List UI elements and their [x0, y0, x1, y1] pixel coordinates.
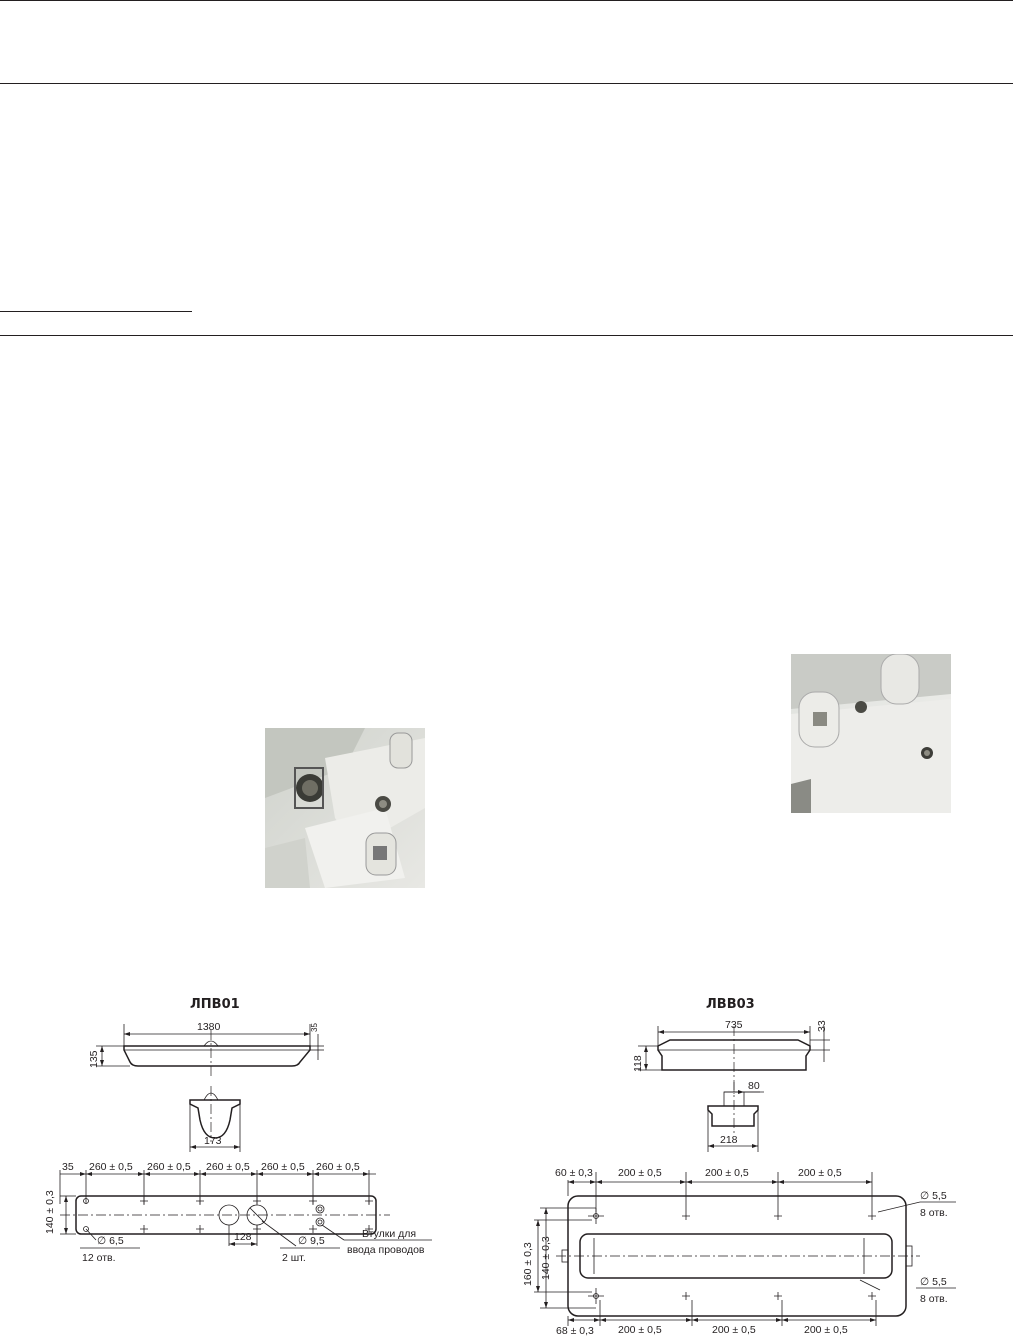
dim-height: 135 [88, 1050, 100, 1068]
side-view [632, 1019, 830, 1094]
dim-hole-count-top: 8 отв. [920, 1207, 948, 1219]
bushing-label-line-1: Втулки для [362, 1228, 417, 1240]
dim-height: 118 [632, 1055, 644, 1072]
section-separator-rule [0, 335, 1013, 336]
dim-hole-diameter: ∅ 6,5 [97, 1235, 124, 1247]
drawing-title: ЛПВ01 [190, 997, 240, 1012]
header-separator-rule [0, 83, 1013, 84]
dim-spacing-4: 260 ± 0,5 [261, 1161, 305, 1173]
top-rule [0, 0, 1013, 1]
plan-view [522, 1167, 956, 1336]
dim-bottom-edge-offset: 68 ± 0,3 [556, 1325, 594, 1336]
dim-length: 735 [725, 1019, 743, 1031]
dim-end-width: 218 [720, 1134, 738, 1146]
dim-top-spacing-3: 200 ± 0,5 [798, 1167, 842, 1179]
short-underline [0, 311, 192, 312]
dim-plan-height: 140 ± 0,3 [44, 1190, 56, 1234]
dim-top-edge-offset: 60 ± 0,3 [555, 1167, 593, 1179]
dim-spacing-3: 260 ± 0,5 [206, 1161, 250, 1173]
dim-hole-diameter-top: ∅ 5,5 [920, 1190, 947, 1202]
dim-spacing-2: 260 ± 0,5 [147, 1161, 191, 1173]
end-view [190, 1086, 240, 1152]
dim-bottom-spacing-1: 200 ± 0,5 [618, 1324, 662, 1336]
dim-end-width: 173 [204, 1135, 222, 1147]
dim-hole-diameter-bottom: ∅ 5,5 [920, 1276, 947, 1288]
dim-hole-count: 12 отв. [82, 1252, 116, 1264]
dim-big-hole-diameter: ∅ 9,5 [298, 1235, 325, 1247]
drawing-title: ЛВВ03 [706, 997, 755, 1012]
dim-outer-height: 160 ± 0,3 [522, 1242, 534, 1286]
side-view [88, 1021, 324, 1078]
dim-length: 1380 [197, 1021, 221, 1033]
dim-hole-count-bottom: 8 отв. [920, 1293, 948, 1305]
dim-top-spacing-2: 200 ± 0,5 [705, 1167, 749, 1179]
drawing-lvv03 [520, 990, 990, 1336]
plan-view [44, 1161, 432, 1264]
dim-small-height: 35 [310, 1023, 319, 1032]
end-view [708, 1080, 764, 1152]
dim-edge-offset: 35 [62, 1161, 74, 1173]
bushing-label-line-2: ввода проводов [347, 1244, 425, 1256]
dim-top-spacing-1: 200 ± 0,5 [618, 1167, 662, 1179]
dim-end-top-width: 80 [748, 1080, 760, 1092]
dim-center-distance: 128 [234, 1231, 252, 1243]
dim-spacing-5: 260 ± 0,5 [316, 1161, 360, 1173]
photo-fixture-lvv03-interior [791, 654, 951, 813]
dim-big-hole-count: 2 шт. [282, 1252, 306, 1264]
dim-small-height: 33 [816, 1020, 828, 1032]
dim-bottom-spacing-3: 200 ± 0,5 [804, 1324, 848, 1336]
photo-fixture-lpv01-interior [265, 728, 425, 888]
drawing-lpv01 [0, 990, 470, 1270]
dim-spacing-1: 260 ± 0,5 [89, 1161, 133, 1173]
dim-bottom-spacing-2: 200 ± 0,5 [712, 1324, 756, 1336]
dim-inner-height: 140 ± 0,3 [540, 1236, 552, 1280]
